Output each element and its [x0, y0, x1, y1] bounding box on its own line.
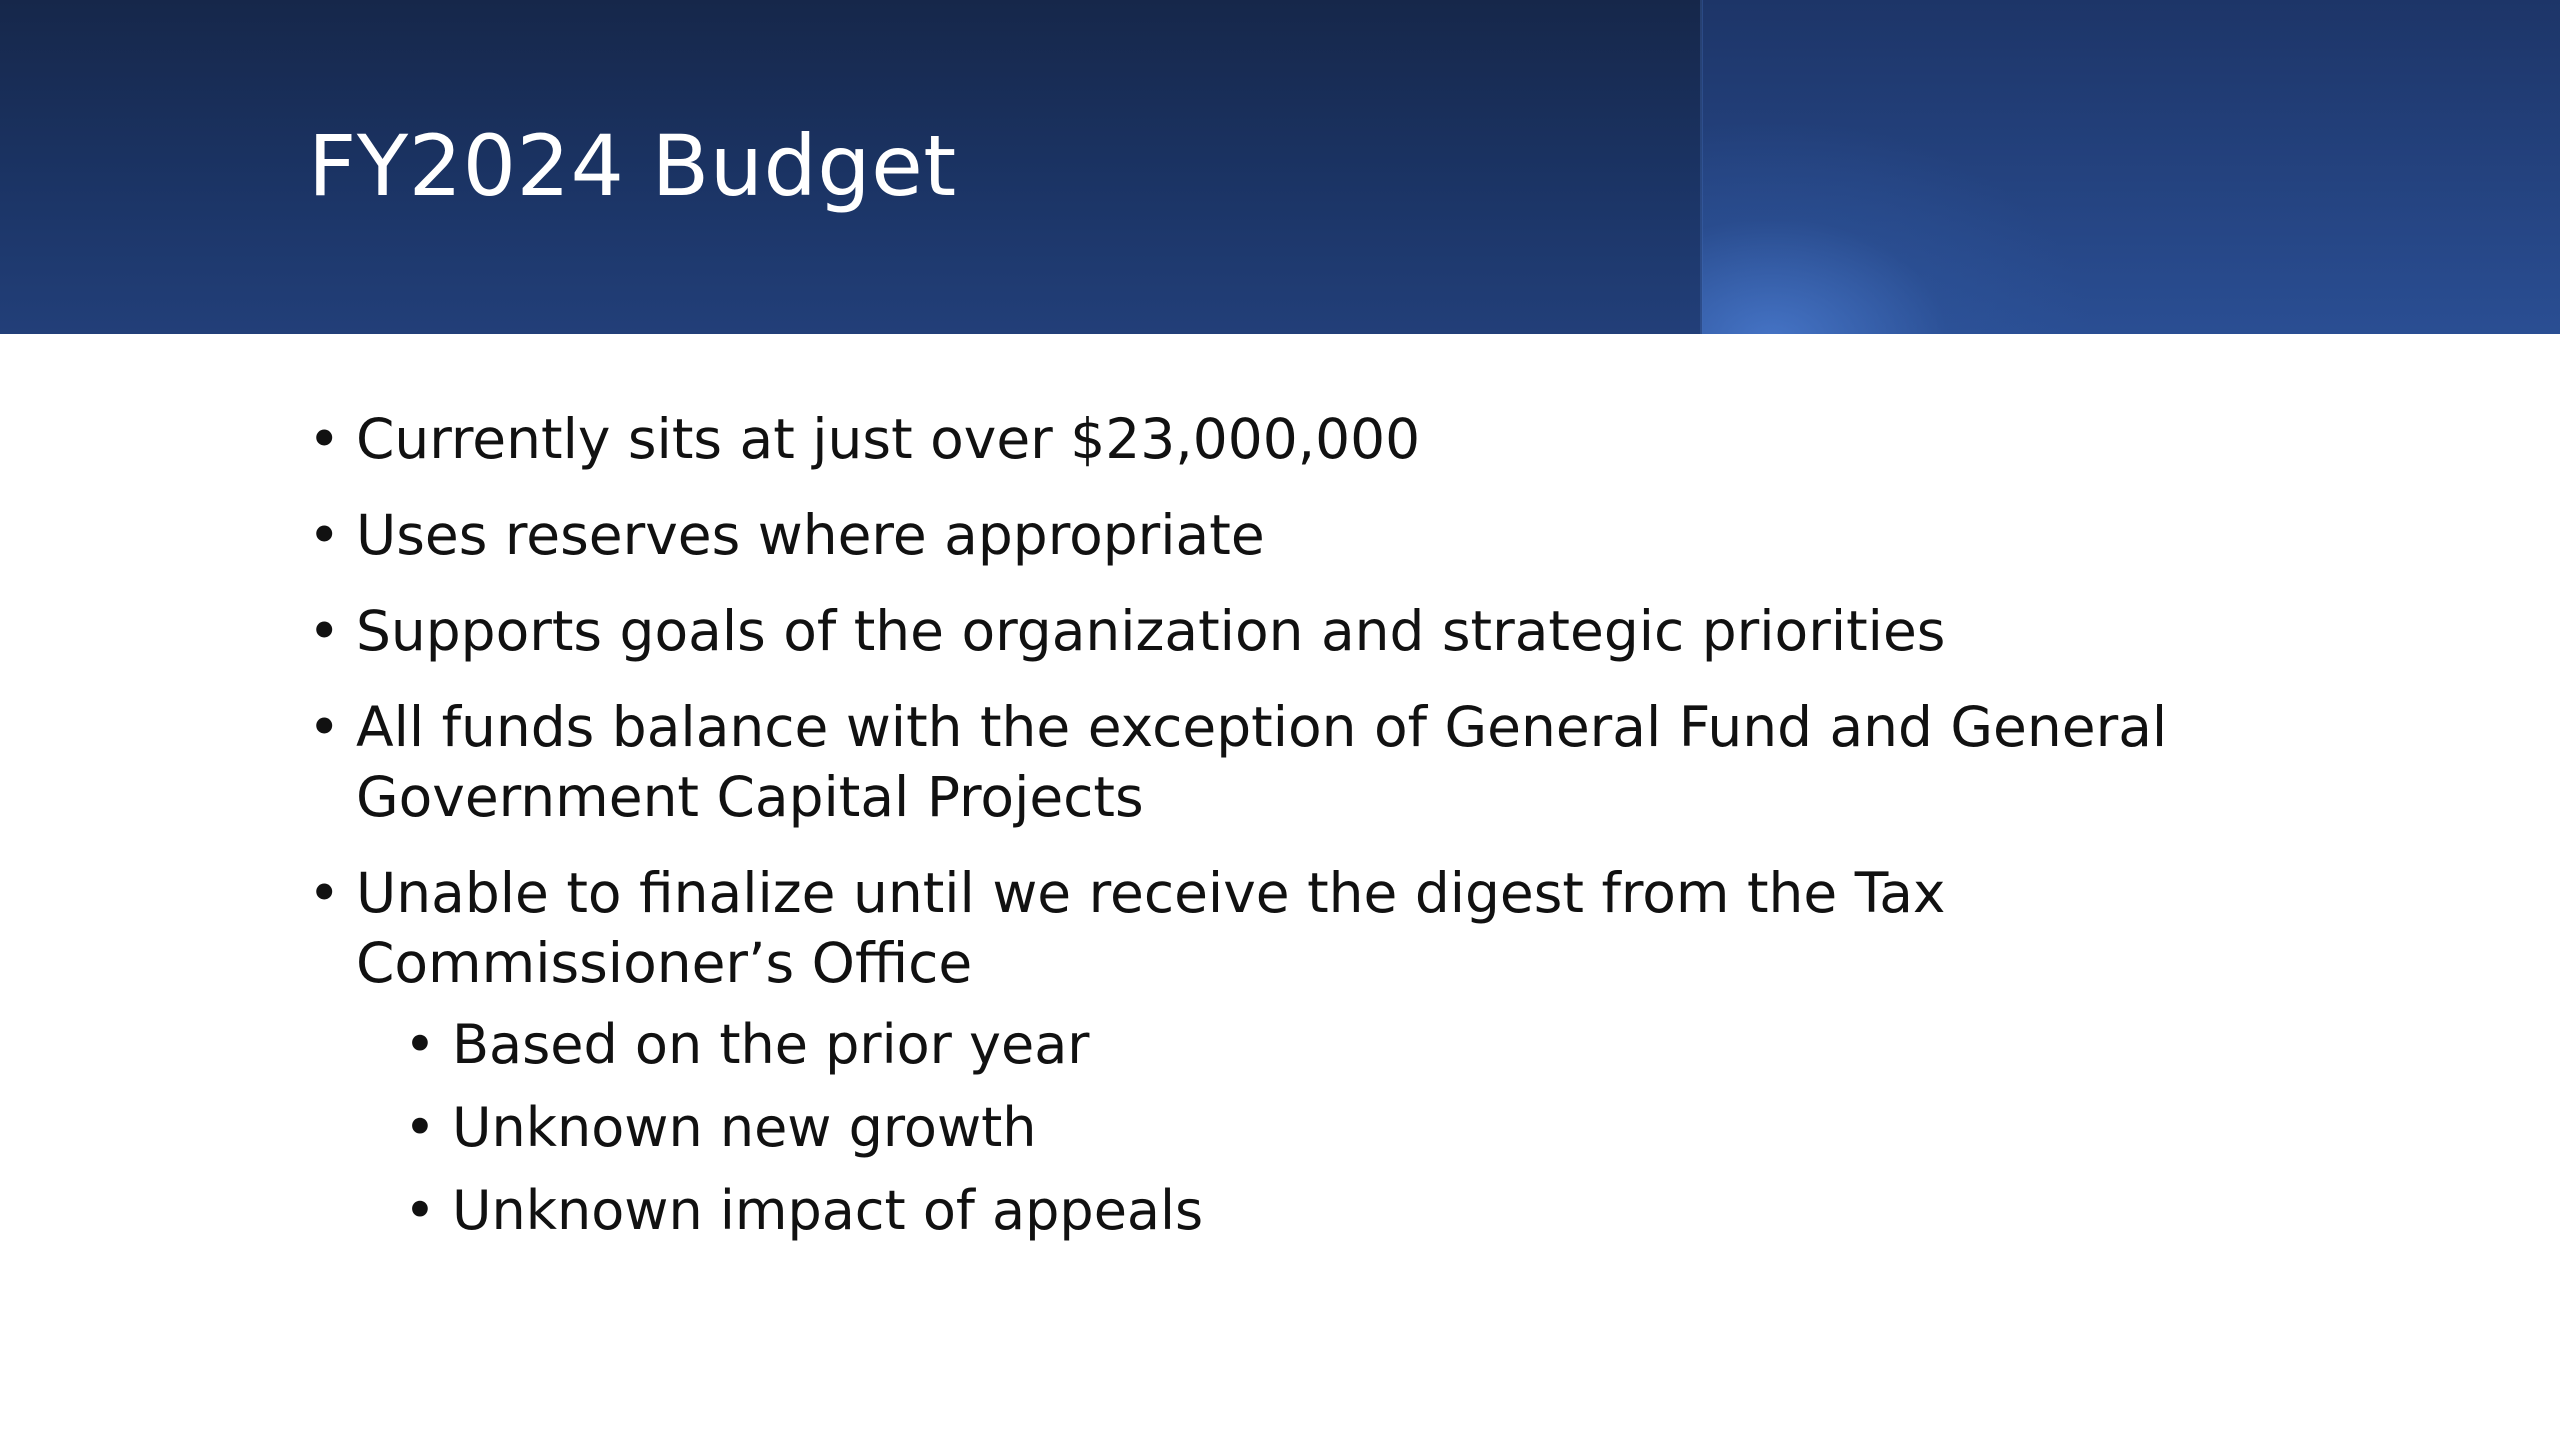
bullet-dot-icon: •: [308, 407, 341, 471]
bullet-item: [308, 858, 2348, 998]
slide-title: FY2024 Budget: [308, 117, 957, 215]
sub-bullet-list: [404, 1010, 2348, 1246]
banner-divider: [1700, 0, 1703, 334]
bullet-dot-icon: •: [308, 861, 341, 925]
sub-bullet-item: [404, 1010, 2348, 1080]
bullet-item: [308, 500, 2348, 570]
sub-bullet-text: Based on the prior year: [452, 1013, 1090, 1076]
bullet-dot-icon: •: [404, 1179, 436, 1242]
title-banner: [0, 0, 2560, 334]
bullet-dot-icon: •: [308, 599, 341, 663]
bullet-dot-icon: •: [308, 503, 341, 567]
bullet-dot-icon: •: [404, 1096, 436, 1159]
bullet-text: Currently sits at just over $23,000,000: [356, 407, 1421, 471]
bullet-text: Supports goals of the organization and strategic priorities: [356, 599, 1946, 663]
sub-bullet-item: [404, 1093, 2348, 1163]
bullet-dot-icon: •: [308, 695, 341, 759]
bullet-item: [308, 692, 2348, 832]
sub-bullet-text: Unknown new growth: [452, 1096, 1037, 1159]
bullet-item: [308, 596, 2348, 666]
bullet-item: [308, 404, 2348, 474]
bullet-text: Unable to finalize until we receive the digest from the Tax Commissioner’s Office: [356, 861, 1946, 995]
bullet-text: Uses reserves where appropriate: [356, 503, 1265, 567]
bullet-dot-icon: •: [404, 1013, 436, 1076]
bullet-text: All funds balance with the exception of General Fund and General Government Capital Projects: [356, 695, 2168, 829]
banner-highlight: [1702, 0, 2560, 334]
slide-body: [308, 404, 2348, 1259]
sub-bullet-item: [404, 1176, 2348, 1246]
sub-bullet-text: Unknown impact of appeals: [452, 1179, 1204, 1242]
